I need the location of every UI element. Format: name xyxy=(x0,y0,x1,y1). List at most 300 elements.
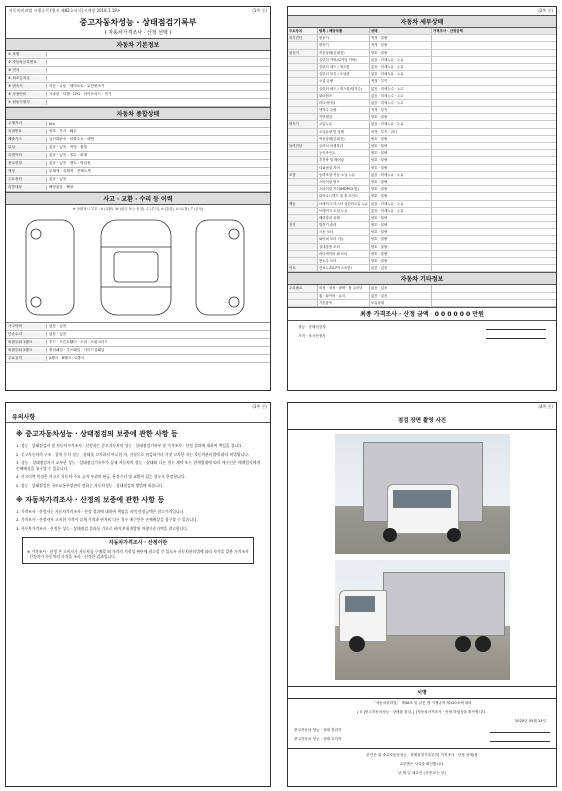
notice-heading-1: ※ 중고자동차성능 · 상태점검의 보증에 관한 사항 등 xyxy=(16,430,178,438)
cell-device: 자기진단 xyxy=(288,35,318,41)
table-row xyxy=(6,91,270,99)
table-row xyxy=(6,184,270,192)
cell-price[interactable] xyxy=(432,193,556,199)
cell-item: 실린더 헤드 / 개스킷(냉각수) xyxy=(318,86,370,92)
signature-field[interactable] xyxy=(486,334,546,339)
table-row xyxy=(288,244,556,251)
cell-item: 라디에이터 팬 모터 xyxy=(318,251,370,257)
cell-item: 클러치 어셈블리 xyxy=(318,143,370,149)
cell-state[interactable]: 없음 · 미세누유 · 누유 xyxy=(370,172,432,178)
table-row xyxy=(6,176,270,184)
cell-item: 오일유량 및 상태 xyxy=(318,129,370,135)
car-top-view xyxy=(101,220,171,315)
cell-item: 변속기 xyxy=(318,42,370,48)
cell-state[interactable]: 적정 · 부족 · 과다 xyxy=(370,129,432,135)
table-row xyxy=(288,300,556,307)
section-detail-state: 자동차 세부상태 xyxy=(288,15,556,28)
row-value[interactable]: 가솔린 · 디젤 · LPG · 하이브리드 · 전기 xyxy=(49,92,112,96)
form-page-3 xyxy=(5,402,271,787)
cell-item: 브레이크 오일 누유 xyxy=(318,208,370,214)
row-label: 주행거리 xyxy=(6,121,47,126)
cell-device xyxy=(288,114,318,120)
cell-state[interactable]: 없음 · 미세누수 · 누수 xyxy=(370,100,432,106)
cell-state[interactable]: 양호 · 불량 xyxy=(370,193,432,199)
table-row xyxy=(288,71,556,78)
column-header: 항목 / 해당부품 xyxy=(318,28,370,34)
row-value[interactable]: 자동 · 수동 · 세미오토 · 무단변속기 xyxy=(49,84,105,88)
cell-price[interactable] xyxy=(432,114,556,120)
column-header: 가격조사 · 산정금액 xyxy=(433,29,463,33)
cell-item: 오일누유 xyxy=(318,121,370,127)
cell-state[interactable]: 양호 · 불량 xyxy=(370,258,432,264)
cell-device xyxy=(288,251,318,257)
notice-paragraph: 1. 성능 · 상태점검자 및 자동차가격조사 · 산정자는 중고자동차의 성능 · 상태점검기록부 및 가격조사 · 산정 결과에 대하여 책임을 집니다. xyxy=(16,443,243,448)
signature-section xyxy=(288,686,556,778)
cell-price[interactable] xyxy=(432,107,556,113)
cell-price[interactable] xyxy=(432,300,556,306)
cell-device: 연료 xyxy=(288,265,318,271)
cell-device: 조향 xyxy=(288,172,318,178)
cell-price[interactable] xyxy=(432,93,556,99)
row-value[interactable]: 무채색 · 유채색 · 전체도색 xyxy=(49,169,91,173)
notice-paragraph: 3. 성능 · 상태점검자가 교부한 성능 · 상태점검기록부가 실제 자동차의 성능 · 상태와 다른 경우 계약 또는 관계법령에 따라 매수인은 매매업자에게 손해배상을 청구할 수 있습니다. xyxy=(16,460,260,471)
row-value[interactable]: 해당없음 · 해당 xyxy=(49,185,74,189)
cell-item: 실린더 헤드 / 개스킷 xyxy=(318,64,370,70)
notice-paragraph: 1. 가격조사 · 산정자는 자동차가격조사 · 산정 결과에 대하여 책임을 지며 산정금액은 참고가격입니다. xyxy=(16,508,185,514)
cell-device: 전기 xyxy=(288,222,318,228)
table-row xyxy=(288,157,556,164)
column-header: 상태 xyxy=(370,28,432,34)
cell-price[interactable] xyxy=(432,215,556,221)
cell-item: 배력장치 상태 xyxy=(318,215,370,221)
cell-state[interactable]: 없음 · 미세누유 · 누유 xyxy=(370,64,432,70)
table-row xyxy=(6,99,270,107)
row-label: ⑥ 사용연료 xyxy=(6,92,47,97)
row-label: 주요옵션 xyxy=(6,177,47,182)
cell-state[interactable]: 양호 · 불량 xyxy=(370,165,432,171)
cell-price[interactable] xyxy=(432,293,556,299)
page-header xyxy=(288,7,556,15)
cell-item: 동력조향 작동 오일 누유 xyxy=(318,172,370,178)
row-label: ⑤ 변속기 xyxy=(6,84,47,89)
signer-label: 중고자동차 성능 · 상태 고지자 xyxy=(294,737,342,741)
cell-price[interactable] xyxy=(432,86,556,92)
row-label: 외판부위 2랭크 xyxy=(6,348,47,353)
signature-row xyxy=(288,735,556,744)
table-row xyxy=(288,42,556,49)
final-price-value: 0 0 0 0 0 0 만원 xyxy=(434,311,484,319)
cell-price[interactable] xyxy=(432,150,556,156)
cell-price[interactable] xyxy=(432,236,556,242)
cell-state[interactable]: 보유상태 xyxy=(370,300,432,306)
row-label: 주요골격 xyxy=(6,356,47,361)
signer-label: 중고자동차 성능 · 상태 점검자 xyxy=(294,728,342,732)
cell-price[interactable] xyxy=(432,35,556,41)
table-row xyxy=(288,143,556,150)
cell-price[interactable] xyxy=(432,57,556,63)
row-label: ① 차명 xyxy=(6,52,47,57)
cell-item: 추진축 및 베어링 xyxy=(318,157,370,163)
cell-device xyxy=(288,42,318,48)
cell-item: 실린더 블록 / 오일팬 xyxy=(318,71,370,77)
cell-state[interactable]: 적정 · 불량 xyxy=(370,42,432,48)
general-state-table xyxy=(6,120,270,192)
cell-price[interactable] xyxy=(432,78,556,84)
table-row xyxy=(288,172,556,179)
photo-section-title: 점검 장면 촬영 사진 xyxy=(288,411,556,430)
row-label: 배출가스 xyxy=(6,137,47,142)
cell-item: 스티어링 펌프 xyxy=(318,179,370,185)
cell-state[interactable]: 양호 · 불량 xyxy=(370,186,432,192)
cell-price[interactable] xyxy=(432,165,556,171)
cell-price[interactable] xyxy=(432,143,556,149)
signature-field[interactable] xyxy=(490,728,550,733)
table-row xyxy=(288,35,556,42)
cell-price[interactable] xyxy=(432,50,556,56)
cell-item: 실린더 커버(로커암 커버) xyxy=(318,57,370,63)
cell-state[interactable]: 양호 · 불량 xyxy=(370,236,432,242)
signature-field[interactable] xyxy=(486,325,546,330)
cell-price[interactable] xyxy=(432,201,556,207)
cell-item: 타이로드엔드 및 볼 조인트 xyxy=(318,193,370,199)
cell-device xyxy=(288,57,318,63)
cell-state[interactable]: 양호 · 불량 xyxy=(370,251,432,257)
cell-state[interactable]: 없음 · 미세누수 · 누수 xyxy=(370,93,432,99)
signature-area xyxy=(288,321,556,343)
signer-label: 가격 · 조사산정자 xyxy=(298,333,326,338)
cell-device xyxy=(288,193,318,199)
table-header-row xyxy=(288,28,556,35)
cell-state[interactable]: 양호 · 불량 xyxy=(370,222,432,228)
cell-state[interactable]: 양호 · 불량 xyxy=(370,215,432,221)
price-definition-box xyxy=(22,537,254,563)
notice-paragraph: 2. 가격조사 · 산정자가 고지한 가격이 실제 가격과 현저히 다른 경우 매수인은 손해배상을 청구할 수 있습니다. xyxy=(16,517,198,523)
cell-device: 동력전달 xyxy=(288,143,318,149)
cell-device xyxy=(288,107,318,113)
table-row xyxy=(288,86,556,93)
cell-price[interactable] xyxy=(432,251,556,257)
cell-price[interactable] xyxy=(432,172,556,178)
table-row xyxy=(288,129,556,136)
table-row xyxy=(6,83,270,91)
table-row xyxy=(6,347,270,355)
final-price-row xyxy=(288,307,556,321)
price-definition-text: ※ 가격조사 · 산정 은 소비자가 자동차를 구매할 때 가격의 적정성 판단에 참고할 수 있도록 자동차관리법에 따라 자격을 갖춘 가격조사 · 산정자가 자동차의 가격을 조사 · 산정한 결과입니다. xyxy=(27,548,249,560)
table-row xyxy=(288,57,556,64)
row-value[interactable]: 양호 · 부식 · 훼손 xyxy=(49,129,77,133)
row-label: 리콜대상 xyxy=(6,185,47,190)
section-basic-info: 자동차 기본정보 xyxy=(6,38,270,51)
table-row xyxy=(6,144,270,152)
cell-state[interactable]: 양호 · 불량 xyxy=(370,143,432,149)
notice-section-title: 유의사항 xyxy=(6,411,270,423)
table-row xyxy=(6,51,270,59)
table-row xyxy=(288,251,556,258)
cell-item: 오일 유량 xyxy=(318,78,370,84)
cell-state[interactable]: 없음 · 미세누유 · 누유 xyxy=(370,57,432,63)
cell-device xyxy=(288,86,318,92)
row-value[interactable]: Km xyxy=(49,121,55,126)
cell-item: 원동기 xyxy=(318,35,370,41)
cell-device: 변속기 xyxy=(288,121,318,127)
cell-device xyxy=(288,236,318,242)
table-row xyxy=(6,59,270,67)
signer-label: 성능 · 상태점검자 xyxy=(298,324,326,329)
cell-state[interactable]: 없음 · 있음 xyxy=(370,293,432,299)
cell-device xyxy=(288,100,318,106)
form-reference: 자동차관리법 시행규칙 [별지 제82호서식] <개정 2018.1.18> xyxy=(9,8,121,13)
table-row xyxy=(288,179,556,186)
table-row xyxy=(288,50,556,57)
row-label: 사고이력 xyxy=(6,324,47,329)
row-label: ⑦ 원동기형식 xyxy=(6,100,47,105)
cell-state[interactable]: 양호 · 불량 xyxy=(370,136,432,142)
page-subtitle: ( 자동차가격조사 · 산정 선택 ) xyxy=(104,30,172,36)
cell-device xyxy=(288,229,318,235)
table-row xyxy=(288,93,556,100)
cell-item: 연료누출(LP가스포함) xyxy=(318,265,370,271)
car-left-side xyxy=(26,220,74,315)
row-value[interactable]: 없음 · 있음 · 렌트 · 영업용 xyxy=(49,161,91,165)
table-row xyxy=(6,168,270,176)
row-label: 특별이력 xyxy=(6,153,47,158)
cell-state[interactable]: 적정 · 불량 xyxy=(370,35,432,41)
cell-state[interactable]: 양호 · 불량 xyxy=(370,244,432,250)
cell-price[interactable] xyxy=(432,265,556,271)
row-label: 색상 xyxy=(6,169,47,174)
table-row xyxy=(6,160,270,168)
cell-price[interactable] xyxy=(432,121,556,127)
cell-item: 냉각수 수량 xyxy=(318,107,370,113)
cell-device: 제동 xyxy=(288,201,318,207)
table-row xyxy=(288,285,556,292)
cell-state[interactable]: 양호 · 불량 xyxy=(370,157,432,163)
final-price-label: 최종 가격조사 · 산정 금액 xyxy=(360,311,429,319)
cell-price[interactable] xyxy=(432,229,556,235)
form-page-1 xyxy=(5,6,271,391)
cell-state[interactable]: 양호 · 불량 xyxy=(370,229,432,235)
signature-row xyxy=(288,726,556,735)
cell-device xyxy=(288,186,318,192)
cell-device xyxy=(288,293,318,299)
signature-statement-1: 「자동차관리법」 제58조 및 같은 법 시행규칙 제120조에 따라 xyxy=(372,701,472,705)
cell-item: 브레이크 마스터 실린더오일 누유 xyxy=(319,201,369,206)
cell-state[interactable]: 양호 · 불량 xyxy=(370,50,432,56)
cell-item: 실내송풍 모터 xyxy=(318,244,370,250)
signature-statement-2: [ V ]중고자동차성능 · 상태를 점검, [ ]자동차가격조사 · 산정 하였음을 확인합니다. xyxy=(357,710,487,714)
notice-paragraphs-2 xyxy=(6,509,270,532)
cell-device xyxy=(288,93,318,99)
table-row xyxy=(6,339,270,347)
cell-price[interactable] xyxy=(432,136,556,142)
cell-device: 원동기 xyxy=(288,50,318,56)
cell-device xyxy=(288,136,318,142)
table-row xyxy=(6,67,270,75)
cell-device xyxy=(288,64,318,70)
notice-paragraph: 3. 자동차가격조사 · 산정은 성능 · 상태점검 결과를 기초로 하며 보험개발원 차량기준가액을 참고합니다. xyxy=(16,525,189,531)
row-label: 튜닝 xyxy=(6,145,47,150)
cell-price[interactable] xyxy=(432,285,556,291)
cell-state[interactable]: 없음 · 미세누유 · 누유 xyxy=(370,201,432,207)
cell-device xyxy=(288,129,318,135)
other-info-table xyxy=(288,285,556,307)
table-row xyxy=(288,265,556,272)
table-row xyxy=(288,64,556,71)
cell-price[interactable] xyxy=(432,71,556,77)
cell-state[interactable]: 없음 · 미세누유 · 누유 xyxy=(370,208,432,214)
inspection-photo-front xyxy=(335,434,510,554)
signature-row xyxy=(292,323,552,332)
cell-item: 외장 · 내장 · 광택 · 룸 클리닝 xyxy=(318,285,370,291)
cell-price[interactable] xyxy=(432,157,556,163)
cell-state[interactable]: 양호 · 불량 xyxy=(370,114,432,120)
car-diagram xyxy=(6,212,270,323)
page-header xyxy=(6,7,270,15)
row-value[interactable]: 쿼터패널 · 루프패널 · 사이드실패널 xyxy=(49,348,105,352)
table-row xyxy=(288,121,556,128)
row-value[interactable]: A랭크 · B랭크 · C랭크 xyxy=(49,356,85,360)
cell-item: 기본품목 xyxy=(318,300,370,306)
notice-paragraph: 4. 사고이력 인정은 사고로 자동차 주요 골격 부위의 판금, 용접수리 및 교환이 있는 경우로 한정합니다. xyxy=(16,474,186,480)
cell-item: 작동상태(공회전) xyxy=(318,136,370,142)
page-number: (1쪽 중) xyxy=(252,8,267,13)
table-row xyxy=(6,136,270,144)
signature-row xyxy=(292,332,552,341)
cell-item: 워터펌프 xyxy=(318,93,370,99)
table-row xyxy=(288,201,556,208)
cell-price[interactable] xyxy=(432,100,556,106)
row-label: 차대번호 xyxy=(6,129,47,134)
table-row xyxy=(6,128,270,136)
cell-state[interactable]: 없음 · 있음 xyxy=(370,265,432,271)
notice-heading-2: ※ 자동차가격조사 · 산정의 보증에 관한 사항 등 xyxy=(16,495,165,504)
row-value[interactable]: 없음 · 있음 xyxy=(49,177,67,181)
form-page-2 xyxy=(287,6,557,391)
price-definition-title: 자동차가격조사 · 산정이란 xyxy=(108,540,168,547)
table-row xyxy=(288,78,556,85)
signature-field[interactable] xyxy=(490,737,550,742)
row-label: ③ 연식 xyxy=(6,68,47,73)
cell-state[interactable]: 양호 · 불량 xyxy=(370,150,432,156)
cell-price[interactable] xyxy=(432,64,556,70)
table-row xyxy=(288,229,556,236)
section-general-state: 자동차 종합상태 xyxy=(6,107,270,120)
row-label: ④ 최초등록일 xyxy=(6,76,47,81)
section-other-info: 자동차 기타정보 xyxy=(288,272,556,285)
table-row xyxy=(288,186,556,193)
table-row xyxy=(6,75,270,83)
table-row xyxy=(288,107,556,114)
table-row xyxy=(288,222,556,229)
cell-price[interactable] xyxy=(432,222,556,228)
accident-table xyxy=(6,323,270,363)
row-value[interactable]: 없음 · 있음 xyxy=(49,324,67,328)
cell-state[interactable]: 없음 · 미세누유 · 누유 xyxy=(370,121,432,127)
cell-item: 디퍼렌셜 기어 xyxy=(318,165,370,171)
cell-price[interactable] xyxy=(432,258,556,264)
cell-price[interactable] xyxy=(432,244,556,250)
section-accident-history: 사고 · 교환 · 수리 등 이력 xyxy=(6,192,270,205)
buyer-confirm-2: 교부받은 사실을 확인합니다. xyxy=(399,762,445,766)
cell-device xyxy=(288,208,318,214)
notice-paragraphs-1 xyxy=(6,443,270,489)
row-label: ② 자동차등록번호 xyxy=(6,60,47,65)
page-number: (4쪽 중) xyxy=(538,404,553,409)
signature-rows xyxy=(288,726,556,744)
row-label: 용도변경 xyxy=(6,161,47,166)
cell-item: 시동 모터 xyxy=(318,229,370,235)
car-outline-drawing xyxy=(6,212,270,322)
cell-state[interactable]: 적정 · 부족 xyxy=(370,107,432,113)
cell-item: 휠 · 타이어 · 유리 xyxy=(318,293,370,299)
car-right-side xyxy=(196,220,244,315)
cell-state[interactable]: 없음 · 미세누수 · 누수 xyxy=(370,86,432,92)
cell-device xyxy=(288,258,318,264)
row-label: 외판부위 1랭크 xyxy=(6,340,47,345)
cell-state[interactable]: 적정 · 부족 xyxy=(370,78,432,84)
table-row xyxy=(6,331,270,339)
cell-price[interactable] xyxy=(432,129,556,135)
cell-device xyxy=(288,78,318,84)
table-row xyxy=(288,193,556,200)
column-header: 주요장치 xyxy=(288,28,318,34)
row-label: 단순수리 xyxy=(6,332,47,337)
notice-paragraph: 2. 중고자동차의 구조 · 장치 등의 성능 · 상태를 고지하지 아니한 자, 거짓으로 점검하거나 거짓 고지한 자는 자동차관리법에 따라 처벌됩니다. xyxy=(16,451,250,457)
cell-device xyxy=(288,157,318,163)
table-row xyxy=(288,208,556,215)
cell-item: 스티어링 기어(MDPS포함) xyxy=(318,186,370,192)
cell-state[interactable]: 없음 · 있음 xyxy=(370,285,432,291)
table-row xyxy=(288,293,556,300)
notice-paragraph: 5. 성능 · 상태점검은 국토교통부장관이 정하는 자동차성능 · 상태점검의 방법에 따릅니다. xyxy=(16,482,164,488)
table-row xyxy=(288,150,556,157)
inspection-photo-side xyxy=(335,560,510,680)
row-value[interactable]: 일산화탄소 · 탄화수소 · 매연 xyxy=(49,137,95,141)
row-value[interactable]: 없음 · 있음 · 침수 · 화재 xyxy=(49,153,88,157)
table-row xyxy=(288,136,556,143)
cell-device xyxy=(288,165,318,171)
cell-item: 라디에이터 xyxy=(318,100,370,106)
cell-item: 발전기 출력 xyxy=(318,222,370,228)
cell-price[interactable] xyxy=(432,179,556,185)
table-row xyxy=(288,258,556,265)
cell-state[interactable]: 없음 · 미세누유 · 누유 xyxy=(370,71,432,77)
basic-info-table xyxy=(6,51,270,107)
table-row xyxy=(6,355,270,363)
cell-item: 작동상태(공회전) xyxy=(318,50,370,56)
cell-item: 등속조인트 xyxy=(318,150,370,156)
row-value[interactable]: 없음 · 있음 xyxy=(49,332,67,336)
cell-device xyxy=(288,179,318,185)
page-number: (2쪽 중) xyxy=(538,8,553,13)
row-value[interactable]: 없음 · 있음 · 적법 · 불법 xyxy=(49,145,88,149)
cell-state[interactable]: 양호 · 불량 xyxy=(370,179,432,185)
table-row xyxy=(6,152,270,160)
cell-price[interactable] xyxy=(432,186,556,192)
row-value[interactable]: 후드 · 프론트휀더 · 도어 · 트렁크리드 xyxy=(49,340,108,344)
cell-price[interactable] xyxy=(432,42,556,48)
cell-device xyxy=(288,150,318,156)
table-row xyxy=(288,100,556,107)
cell-price[interactable] xyxy=(432,208,556,214)
table-row xyxy=(288,236,556,243)
page-number: (3쪽 중) xyxy=(252,404,267,409)
detail-state-table xyxy=(288,28,556,272)
table-row xyxy=(6,323,270,331)
page-title: 중고자동차성능 · 상태점검기록부 xyxy=(79,18,197,27)
signature-date: 2020년 05월 25일 xyxy=(515,719,546,723)
cell-item: 윈도우 모터 xyxy=(318,258,370,264)
